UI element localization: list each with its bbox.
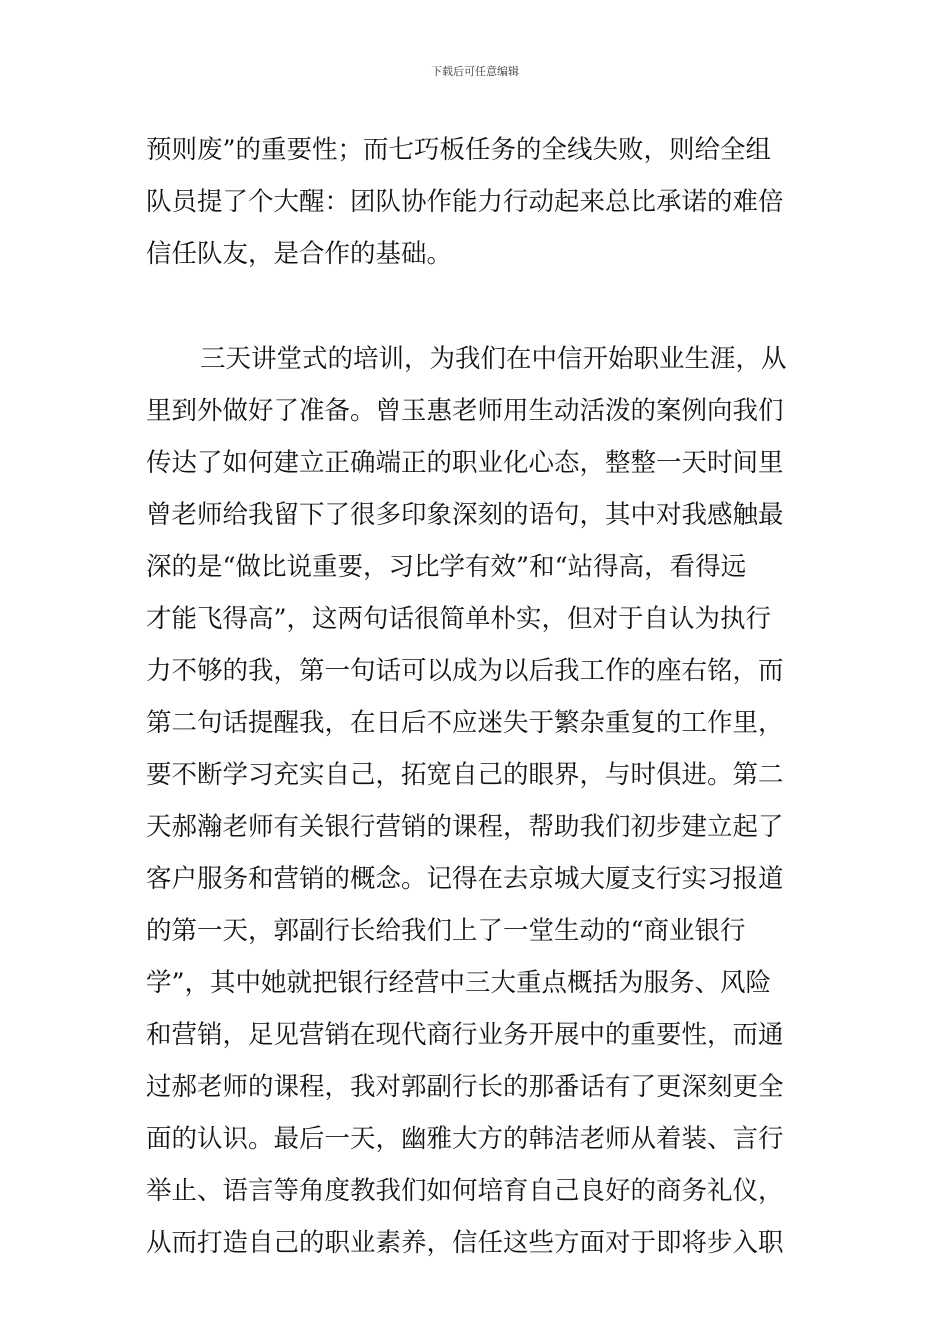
text-line: 过郝老师的课程，我对郭副行长的那番话有了更深刻更全 (146, 1072, 784, 1102)
page-header: 下载后可任意编辑 (431, 65, 519, 78)
text-line: 客户服务和营销的概念。记得在去京城大厦支行实习报道 (146, 864, 784, 894)
text-line: 从而打造自己的职业素养，信任这些方面对于即将步入职 (146, 1228, 784, 1258)
text-line: 举止、语言等角度教我们如何培育自己良好的商务礼仪， (146, 1176, 784, 1206)
text-line: 和营销，足见营销在现代商行业务开展中的重要性，而通 (146, 1020, 784, 1050)
text-line: 第二句话提醒我，在日后不应迷失于繁杂重复的工作里， (146, 708, 784, 738)
text-line: 预则废”的重要性；而七巧板任务的全线失败，则给全组 (146, 135, 772, 165)
paragraph-gap (146, 280, 810, 333)
paragraph-1 (146, 124, 810, 280)
text-line: 传达了如何建立正确端正的职业化心态，整整一天时间里 (146, 448, 784, 478)
text-line: 里到外做好了准备。曾玉惠老师用生动活泼的案例向我们 (146, 396, 784, 426)
text-line: 天郝瀚老师有关银行营销的课程，帮助我们初步建立起了 (146, 812, 784, 842)
text-line: 面的认识。最后一天，幽雅大方的韩洁老师从着装、言行 (146, 1124, 784, 1154)
text-line: 队员提了个大醒：团队协作能力行动起来总比承诺的难倍 (146, 187, 784, 217)
text-line: 力不够的我，第一句话可以成为以后我工作的座右铭，而 (146, 656, 784, 686)
text-line: 深的是“做比说重要，习比学有效”和“站得高，看得远 (146, 552, 747, 582)
text-line: 学”，其中她就把银行经营中三大重点概括为服务、风险 (146, 968, 772, 998)
text-line: 信任队友，是合作的基础。 (146, 239, 453, 269)
paragraph-2 (146, 333, 810, 1269)
text-line: 要不断学习充实自己，拓宽自己的眼界，与时俱进。第二 (146, 760, 784, 790)
document-body (146, 124, 810, 1269)
text-line: 的第一天，郭副行长给我们上了一堂生动的“商业银行 (146, 916, 746, 946)
text-line: 才能飞得高”，这两句话很简单朴实，但对于自认为执行 (146, 604, 772, 634)
text-line: 曾老师给我留下了很多印象深刻的语句，其中对我感触最 (146, 500, 784, 530)
text-line: 三天讲堂式的培训，为我们在中信开始职业生涯，从 (200, 344, 787, 374)
